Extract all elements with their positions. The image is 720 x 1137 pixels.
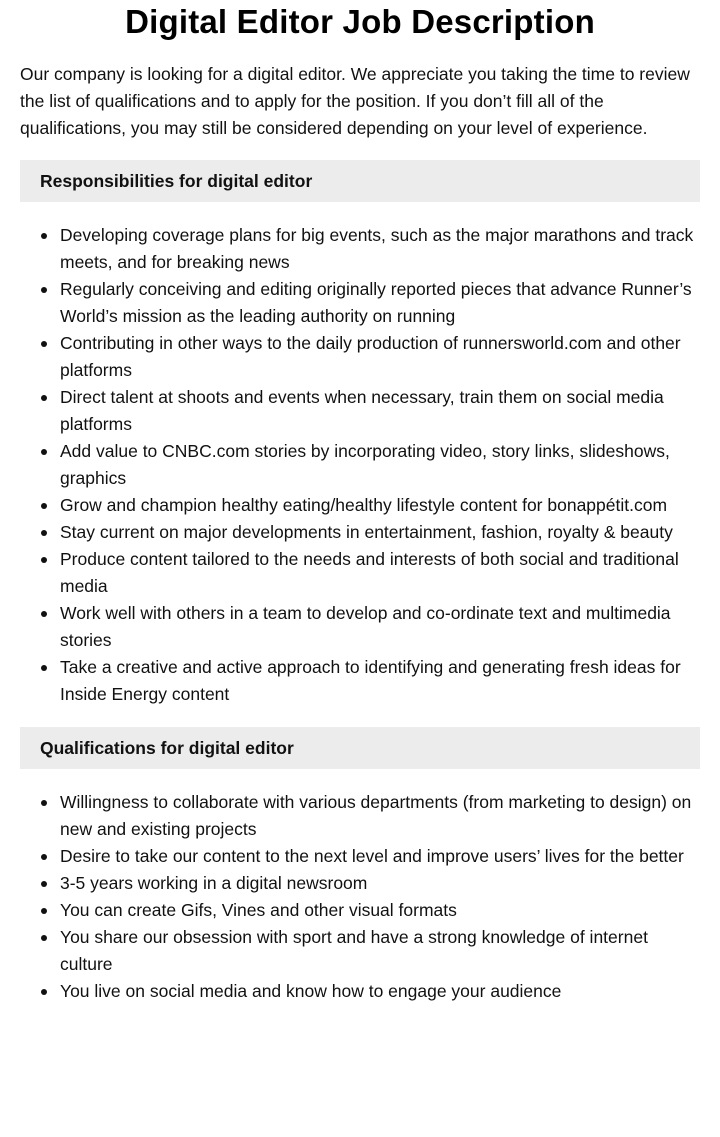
list-item-text: Work well with others in a team to develop and co-ordinate text and multimedia stories [60,603,671,650]
responsibilities-list [20,222,700,708]
list-item-text: Contributing in other ways to the daily production of runnersworld.com and other platforms [60,333,681,380]
bullet-icon [41,449,47,455]
bullet-icon [41,989,47,995]
bullet-icon [41,935,47,941]
list-item-text: You share our obsession with sport and have a strong knowledge of internet culture [60,927,648,974]
list-item-text: Desire to take our content to the next level and improve users’ lives for the better [60,846,684,866]
qualifications-list [20,789,700,1005]
list-item [20,978,700,1005]
list-item-text: You can create Gifs, Vines and other visual formats [60,900,457,920]
qualifications-header [20,727,700,769]
list-item [20,276,700,330]
list-item-text: Take a creative and active approach to identifying and generating fresh ideas for Inside Energy content [60,657,681,704]
list-item-text: Developing coverage plans for big events, such as the major marathons and track meets, and for breaking news [60,225,694,272]
list-item [20,519,700,546]
bullet-icon [41,611,47,617]
bullet-icon [41,557,47,563]
list-item [20,546,700,600]
bullet-icon [41,665,47,671]
list-item [20,897,700,924]
list-item-text: Direct talent at shoots and events when necessary, train them on social media platforms [60,387,664,434]
list-item [20,654,700,708]
list-item [20,222,700,276]
responsibilities-header [20,160,700,202]
bullet-icon [41,854,47,860]
list-item [20,600,700,654]
intro-paragraph: Our company is looking for a digital editor. We appreciate you taking the time to review the list of qualifications and to apply for the position. If you don’t fill all of the qualifications, you may still be considered depending on your level of experience. [20,64,690,138]
list-item [20,789,700,843]
list-item [20,438,700,492]
bullet-icon [41,908,47,914]
qualifications-heading: Qualifications for digital editor [40,737,294,758]
bullet-icon [41,800,47,806]
bullet-icon [41,530,47,536]
list-item [20,330,700,384]
list-item [20,924,700,978]
list-item [20,492,700,519]
list-item-text: Produce content tailored to the needs and interests of both social and traditional media [60,549,679,596]
list-item-text: Grow and champion healthy eating/healthy lifestyle content for bonappétit.com [60,495,668,515]
list-item [20,843,700,870]
bullet-icon [41,233,47,239]
list-item-text: 3-5 years working in a digital newsroom [60,873,368,893]
bullet-icon [41,881,47,887]
list-item [20,384,700,438]
list-item-text: Regularly conceiving and editing originally reported pieces that advance Runner’s World’s mission as the leading authority on running [60,279,692,326]
list-item-text: Stay current on major developments in entertainment, fashion, royalty & beauty [60,522,673,542]
list-item-text: Add value to CNBC.com stories by incorporating video, story links, slideshows, graphics [60,441,670,488]
list-item [20,870,700,897]
bullet-icon [41,395,47,401]
list-item-text: You live on social media and know how to engage your audience [60,981,562,1001]
page-title: Digital Editor Job Description [125,3,595,40]
responsibilities-heading: Responsibilities for digital editor [40,170,313,191]
list-item-text: Willingness to collaborate with various departments (from marketing to design) on new and existing projects [60,792,692,839]
bullet-icon [41,503,47,509]
bullet-icon [41,341,47,347]
bullet-icon [41,287,47,293]
